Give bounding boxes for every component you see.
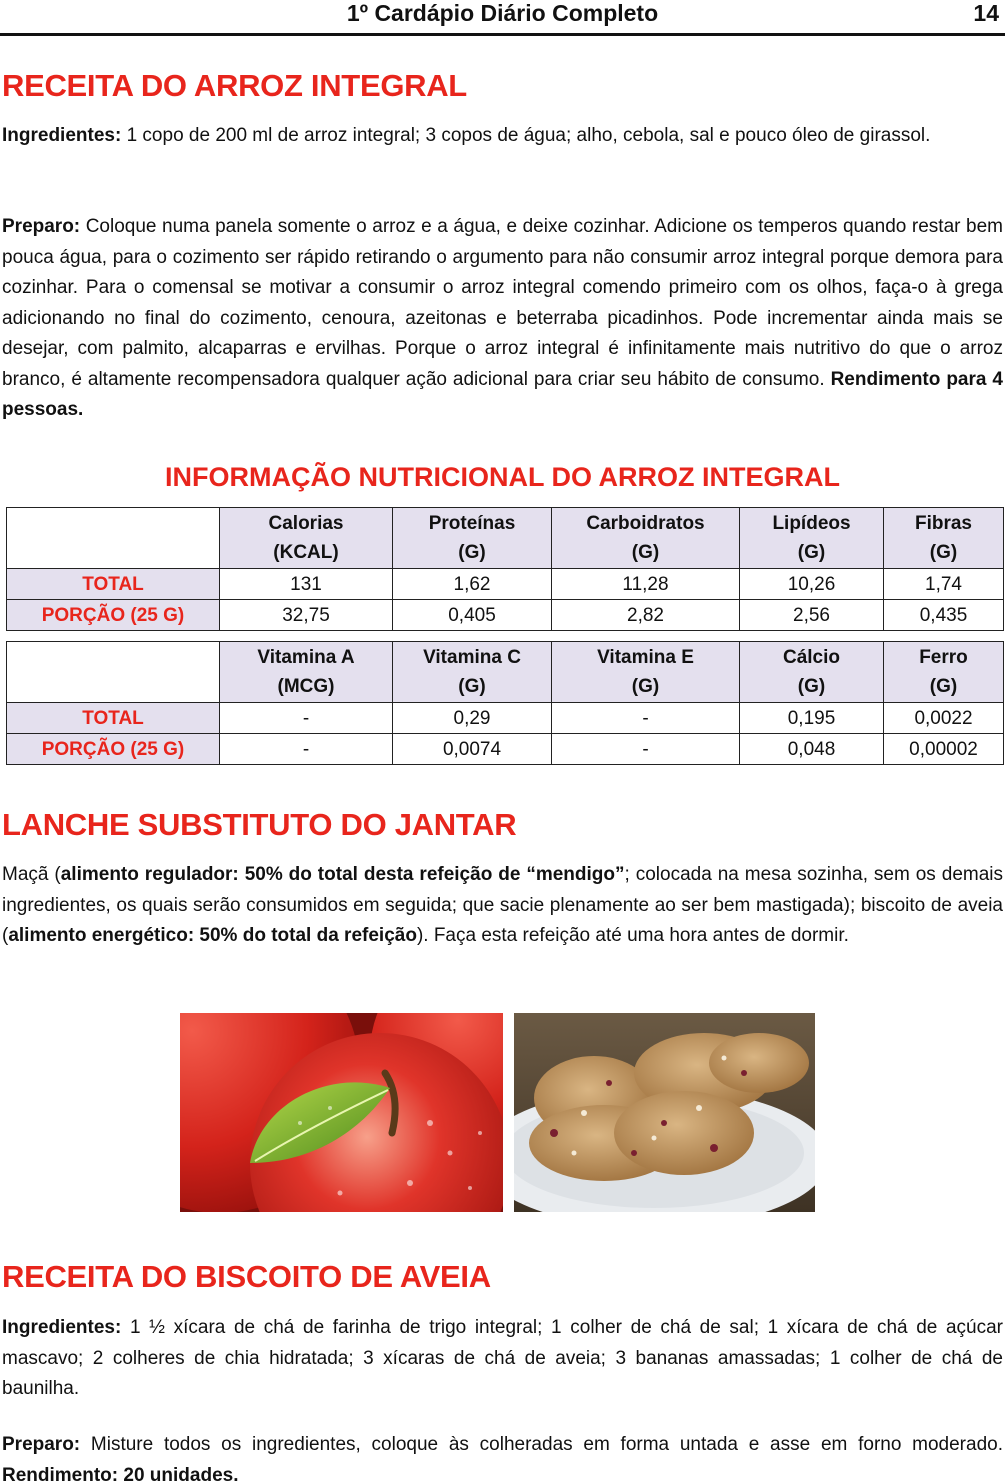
ingredients-label: Ingredientes:: [2, 1317, 122, 1338]
table-cell: 0,00002: [884, 734, 1004, 765]
prep-yield: Rendimento para 4 pessoas.: [2, 368, 1003, 420]
row-label: PORÇÃO (25 G): [7, 734, 220, 765]
table-cell: 0,048: [740, 734, 884, 765]
table-row: [7, 703, 1004, 734]
table-row: [7, 600, 1004, 631]
column-header: Carboidratos (G): [552, 508, 740, 569]
prep-label: Preparo:: [2, 216, 81, 237]
table-cell: 1,74: [884, 569, 1004, 600]
prep-text: Coloque numa panela somente o arroz e a água, e deixe cozinhar. Adicione os temperos quando restar bem pouca água, para o cozimento ser rápido retirando o argumento para não consumir arroz integral porque demora para cozinhar. Para o comensal se motivar a consumir o arroz integral comendo primeiro com os olhos, faça-o à grega adicionando no final do cozimento, cenoura, azeitonas e beterraba picadinhos. Pode incrementar ainda mais se desejar, com palmito, alcaparras e ervilhas. Porque o arroz integral é infinitamente mais nutritivo do que o arroz branco, é altamente recompensadora qualquer ação adicional para criar seu hábito de consumo.: [2, 216, 1003, 390]
rice-ingredients: [2, 121, 1003, 152]
column-header: Cálcio (G): [740, 642, 884, 703]
table-cell: 32,75: [220, 600, 393, 631]
oat-cookie-photo: [514, 1013, 815, 1212]
table-cell: 131: [220, 569, 393, 600]
column-header: Calorias (KCAL): [220, 508, 393, 569]
table-header-row: [7, 642, 1004, 703]
table-cell: 1,62: [393, 569, 552, 600]
cookie-ingredients: [2, 1313, 1003, 1405]
table-row: [7, 569, 1004, 600]
ingredients-label: Ingredientes:: [2, 125, 122, 146]
page-header: [0, 0, 1005, 36]
rice-preparation: [2, 212, 1003, 426]
table-cell: 0,435: [884, 600, 1004, 631]
page-number: 14: [973, 0, 999, 26]
table-corner-cell: [7, 642, 220, 703]
column-header: Fibras (G): [884, 508, 1004, 569]
table-cell: -: [552, 703, 740, 734]
table-cell: 0,0074: [393, 734, 552, 765]
table-cell: 11,28: [552, 569, 740, 600]
row-label: TOTAL: [7, 569, 220, 600]
rice-recipe-title: RECEITA DO ARROZ INTEGRAL: [2, 68, 467, 103]
table-cell: 2,82: [552, 600, 740, 631]
prep-label: Preparo:: [2, 1434, 81, 1455]
cookie-preparation: [2, 1430, 1003, 1484]
prep-text: Misture todos os ingredientes, coloque às colheradas em forma untada e asse em forno moderado.: [80, 1434, 1003, 1455]
snack-title: LANCHE SUBSTITUTO DO JANTAR: [2, 807, 517, 842]
table-cell: 0,0022: [884, 703, 1004, 734]
table-cell: 0,405: [393, 600, 552, 631]
row-label: TOTAL: [7, 703, 220, 734]
snack-regulator-note: alimento regulador: 50% do total desta refeição de “mendigo”: [60, 864, 625, 885]
row-label: PORÇÃO (25 G): [7, 600, 220, 631]
snack-description: Maçã (alimento regulador: 50% do total desta refeição de “mendigo”; colocada na mesa sozinha, sem os demais ingredientes, os quais serão consumidos em seguida; que sacie plenamente ao ser bem mastigada); biscoito de aveia (alimento energético: 50% do total da refeição). Faça esta refeição até uma hora antes de dormir.: [2, 864, 1003, 946]
table-cell: -: [220, 703, 393, 734]
cookie-recipe-title: RECEITA DO BISCOITO DE AVEIA: [2, 1259, 491, 1294]
table-corner-cell: [7, 508, 220, 569]
column-header: Ferro (G): [884, 642, 1004, 703]
column-header: Vitamina A (MCG): [220, 642, 393, 703]
column-header: Vitamina C (G): [393, 642, 552, 703]
table-cell: 10,26: [740, 569, 884, 600]
column-header: Proteínas (G): [393, 508, 552, 569]
snack-energy-note: alimento energético: 50% do total da refeição: [8, 925, 417, 946]
prep-yield: Rendimento: 20 unidades.: [2, 1464, 239, 1484]
ingredients-text: 1 ½ xícara de chá de farinha de trigo integral; 1 colher de chá de sal; 1 xícara de chá de açúcar mascavo; 2 colheres de chia hidratada; 3 xícaras de chá de aveia; 3 bananas amassadas; 1 colher de chá de baunilha.: [2, 1317, 1003, 1399]
column-header: Lipídeos (G): [740, 508, 884, 569]
column-header: Vitamina E (G): [552, 642, 740, 703]
page-title: 1º Cardápio Diário Completo: [346, 0, 659, 26]
table-cell: -: [220, 734, 393, 765]
nutrition-table-micros: [6, 641, 1004, 765]
nutrition-table-macros: [6, 507, 1004, 631]
table-cell: 0,195: [740, 703, 884, 734]
table-cell: 2,56: [740, 600, 884, 631]
table-cell: 0,29: [393, 703, 552, 734]
apple-photo: [180, 1013, 503, 1212]
ingredients-text: 1 copo de 200 ml de arroz integral; 3 copos de água; alho, cebola, sal e pouco óleo de girassol.: [121, 125, 931, 146]
table-row: [7, 734, 1004, 765]
nutrition-title: INFORMAÇÃO NUTRICIONAL DO ARROZ INTEGRAL: [165, 462, 840, 492]
table-header-row: [7, 508, 1004, 569]
table-cell: -: [552, 734, 740, 765]
